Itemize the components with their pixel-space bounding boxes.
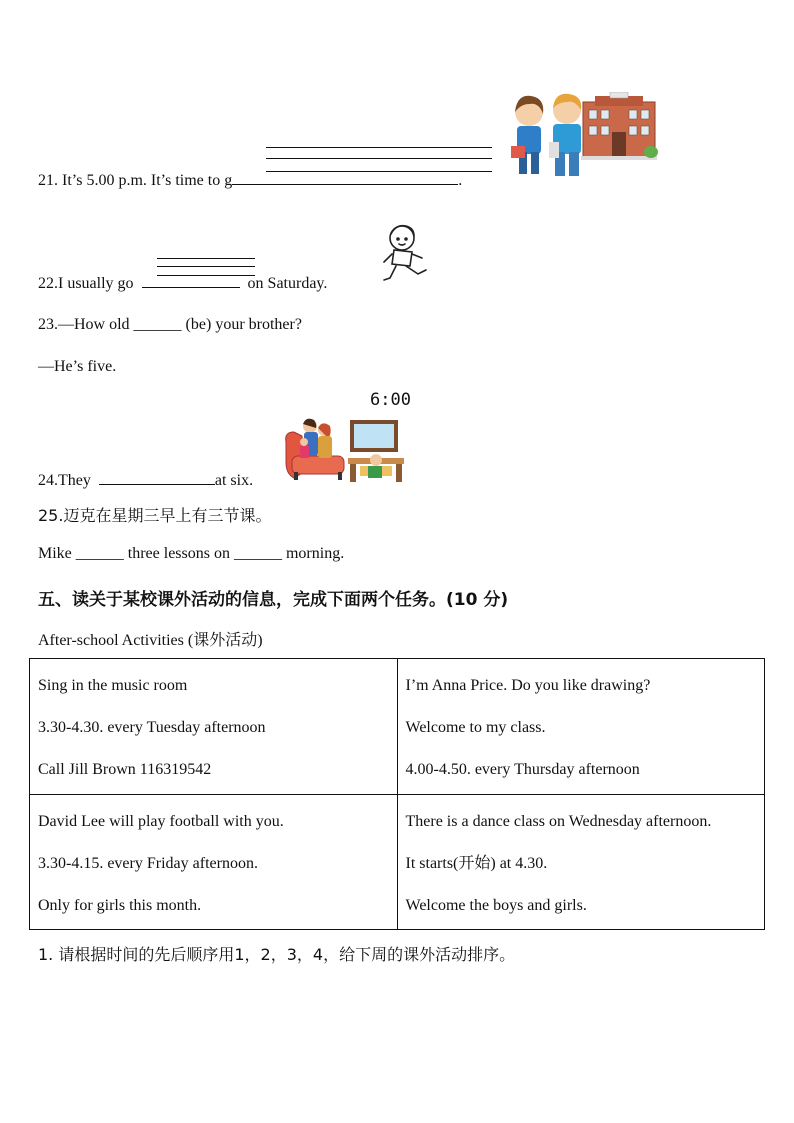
writing-line [157, 266, 255, 267]
cell-line: I’m Anna Price. Do you like drawing? [405, 677, 651, 694]
cell-line: There is a dance class on Wednesday afternoon. [405, 812, 712, 830]
cell-line: David Lee will play football with you. [38, 812, 284, 830]
question-21 [38, 170, 462, 190]
question-25-chinese: 25.迈克在星期三早上有三节课。 [38, 506, 272, 525]
question-21-end: . [458, 172, 463, 189]
cell-line: It starts(开始) at 4.30. [405, 854, 548, 872]
section-5-title: 五、读关于某校课外活动的信息，完成下面两个任务。(10 分) [38, 590, 509, 610]
question-25-line: Mike ______ three lessons on ______ morning. [38, 545, 345, 562]
running-boy-illustration [380, 222, 436, 288]
writing-line [266, 147, 492, 148]
cell-line: Only for girls this month. [38, 896, 202, 914]
question-22-suffix: on Saturday. [247, 275, 328, 292]
question-24-prefix: 24.They [38, 472, 91, 489]
activity-cell-drawing [397, 659, 765, 795]
cell-line: Call Jill Brown 116319542 [38, 761, 212, 778]
question-21-text: 21. It’s 5.00 p.m. It’s time to g [38, 172, 233, 189]
writing-line [266, 171, 492, 172]
kids-going-to-school-illustration [505, 92, 660, 190]
question-22-prefix: 22.I usually go [38, 275, 134, 292]
question-23: 23.—How old ______ (be) your brother? [38, 316, 302, 333]
activity-cell-music [30, 659, 398, 795]
cell-line: 3.30-4.30. every Tuesday afternoon [38, 719, 266, 736]
activity-cell-football [30, 794, 398, 930]
answer-blank-21[interactable] [232, 170, 458, 185]
activities-table [29, 658, 765, 930]
cell-line: 3.30-4.15. every Friday afternoon. [38, 854, 258, 872]
activity-cell-dance [397, 794, 765, 930]
cell-line: Welcome to my class. [405, 719, 546, 736]
question-24 [38, 470, 253, 490]
family-watching-tv-illustration [282, 412, 408, 484]
cell-line: Welcome the boys and girls. [405, 896, 587, 914]
question-23-answer: —He’s five. [38, 358, 117, 375]
answer-blank-24[interactable] [99, 470, 215, 485]
writing-line [157, 258, 255, 259]
question-24-suffix: at six. [214, 472, 254, 489]
cell-line: 4.00-4.50. every Thursday afternoon [405, 761, 640, 778]
clock-time-label: 6:00 [370, 390, 411, 410]
section-5-subtitle: After-school Activities (课外活动) [38, 632, 263, 649]
task-1-instruction: 1. 请根据时间的先后顺序用1，2，3，4，给下周的课外活动排序。 [38, 945, 516, 964]
writing-line [266, 158, 492, 159]
writing-line [157, 275, 255, 276]
question-22 [38, 273, 327, 293]
cell-line: Sing in the music room [38, 677, 188, 694]
